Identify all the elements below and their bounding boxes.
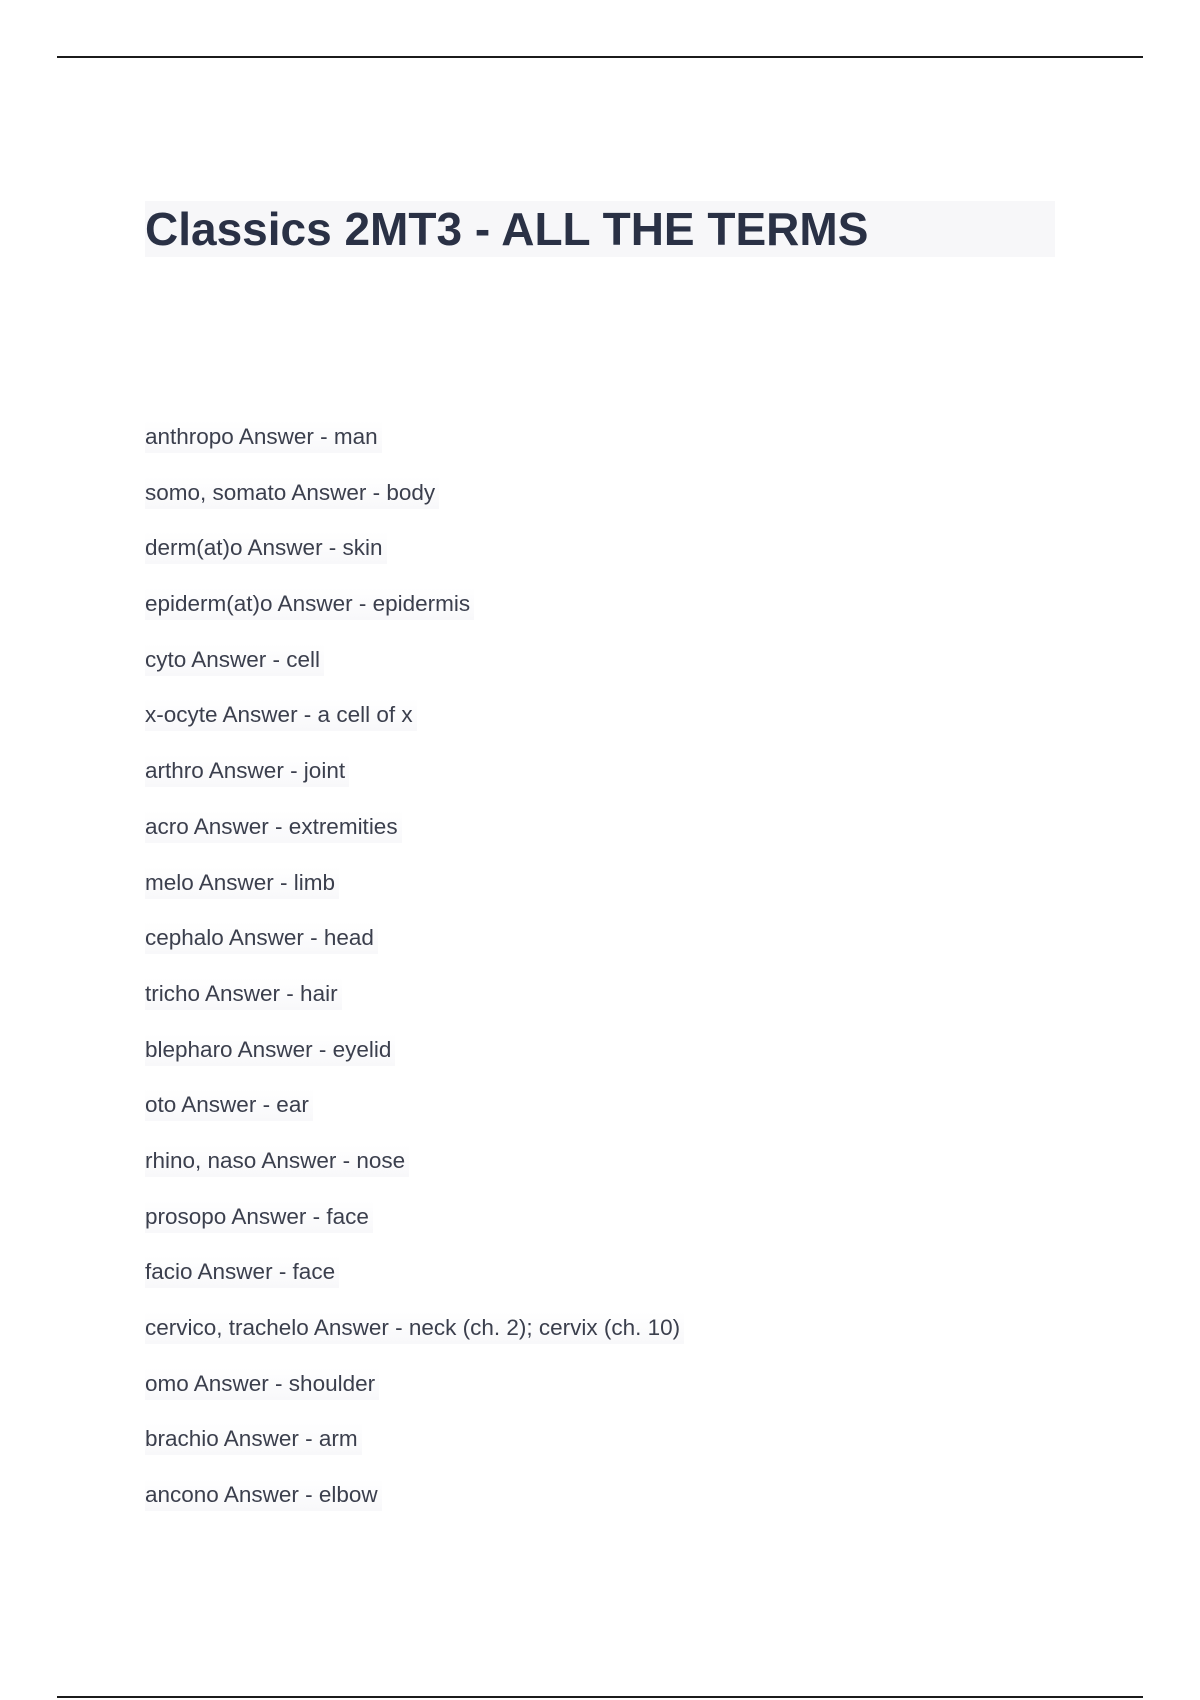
footer-rule [57, 1696, 1143, 1698]
term-text: rhino, naso Answer - nose [145, 1145, 409, 1177]
list-item [145, 1312, 684, 1368]
term-text: somo, somato Answer - body [145, 477, 439, 509]
term-text: derm(at)o Answer - skin [145, 532, 387, 564]
term-text: oto Answer - ear [145, 1089, 313, 1121]
term-text: facio Answer - face [145, 1256, 339, 1288]
list-item [145, 588, 684, 644]
list-item [145, 1034, 684, 1090]
list-item [145, 1256, 684, 1312]
list-item [145, 1201, 684, 1257]
list-item [145, 867, 684, 923]
header-rule [57, 56, 1143, 58]
term-text: prosopo Answer - face [145, 1201, 373, 1233]
list-item [145, 644, 684, 700]
term-text: omo Answer - shoulder [145, 1368, 379, 1400]
list-item [145, 1479, 684, 1535]
term-text: anthropo Answer - man [145, 421, 382, 453]
term-text: epiderm(at)o Answer - epidermis [145, 588, 474, 620]
term-text: melo Answer - limb [145, 867, 339, 899]
term-text: arthro Answer - joint [145, 755, 349, 787]
term-text: blepharo Answer - eyelid [145, 1034, 395, 1066]
term-text: cervico, trachelo Answer - neck (ch. 2); cervix (ch. 10) [145, 1312, 684, 1344]
list-item [145, 1145, 684, 1201]
list-item [145, 978, 684, 1034]
list-item [145, 922, 684, 978]
list-item [145, 1089, 684, 1145]
list-item [145, 699, 684, 755]
list-item [145, 421, 684, 477]
term-list [145, 421, 684, 1535]
list-item [145, 1423, 684, 1479]
list-item [145, 811, 684, 867]
list-item [145, 755, 684, 811]
term-text: acro Answer - extremities [145, 811, 402, 843]
list-item [145, 477, 684, 533]
term-text: cephalo Answer - head [145, 922, 378, 954]
term-text: ancono Answer - elbow [145, 1479, 382, 1511]
term-text: x-ocyte Answer - a cell of x [145, 699, 417, 731]
term-text: tricho Answer - hair [145, 978, 342, 1010]
term-text: cyto Answer - cell [145, 644, 324, 676]
page-title: Classics 2MT3 - ALL THE TERMS [145, 203, 869, 255]
term-text: brachio Answer - arm [145, 1423, 362, 1455]
list-item [145, 532, 684, 588]
list-item [145, 1368, 684, 1424]
